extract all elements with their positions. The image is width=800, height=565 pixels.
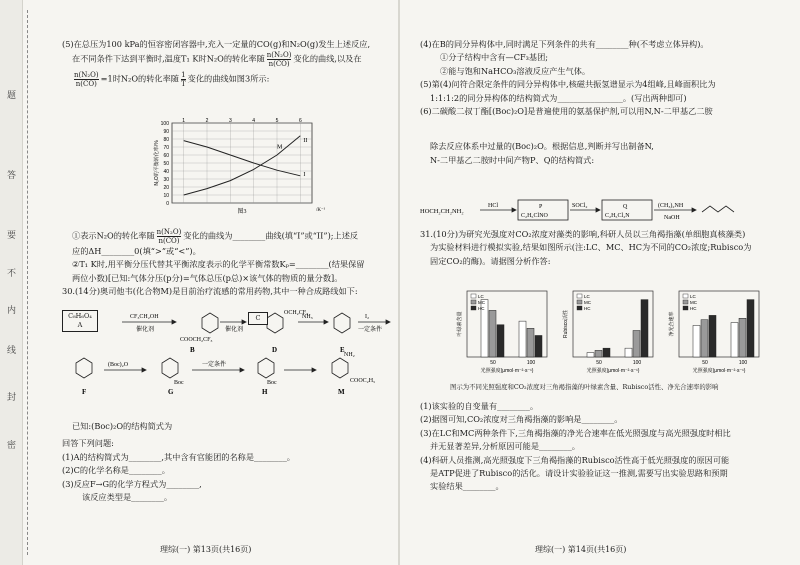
x-tick-label: 100 [526,360,536,366]
y-tick-label: 40 [163,169,169,175]
legend-label: HC [478,306,485,311]
cond-2: 催化剂 [225,327,244,333]
margin-char: 答 [5,170,15,179]
x-axis-unit: /K⁻¹ [316,208,326,213]
q5r-line2: 1:1:1:2的同分异构体的结构简式为________________。(写出两种即可) [430,92,687,103]
boc-h: Boc [267,380,277,386]
bar-HC-50 [603,348,610,357]
series-label: II [303,137,308,144]
bar-MC-50 [489,310,496,357]
figure-label: 图3 [237,209,247,215]
q30-part2: (2)C的化学名称是________。 [62,465,170,476]
p-formula: C₂H₅ClNO [521,213,548,219]
legend-swatch [471,306,476,310]
q5-part1b: 应的ΔH________0(填“>”或“<”)。 [72,246,201,256]
label-f: F [82,388,87,396]
x-tick-label: 6 [298,118,302,124]
q31-part4b: 是ATP促进了Rubisco的活化。请设计实验验证这一推测,需要写出实验思路和预期 [430,468,728,479]
reagent-socl2: SOCl₂ [572,203,588,209]
legend-swatch [471,294,476,298]
label-h: H [262,388,268,396]
bar-HC-100 [641,300,648,357]
left-column [62,38,388,88]
legend-label: MC [478,300,485,305]
cond-6: 一定条件 [202,362,227,368]
q31-intro [420,228,780,268]
panel-ylabel: 净光合速率 [669,311,675,337]
reagent-hcl: HCl [488,203,499,209]
series-line-II [184,136,301,195]
q31-line2: 为实验材料进行模拟实验,结果如图所示(注:LC、MC、HC为不同的CO₂浓度;Rubisco为 [430,242,752,253]
bar-MC-50 [595,350,602,357]
q5-line3: $\frac{\text{n(N₂O)}}{n(CO)}$ =1时N₂O的转化率随 $\frac{1}{T}$ 变化的曲线如图3所示: [74,71,270,89]
x-tick-label: 5 [275,118,279,124]
reagent-4: I₂ [365,314,370,320]
q30-part3b: 该反应类型是________。 [82,492,173,503]
label-p: P [539,204,543,210]
legend-label: MC [690,300,697,305]
reagent-5: (Boc)₂O [108,362,129,368]
bar-HC-100 [535,335,542,357]
bar-LC-100 [731,323,738,357]
y-tick-label: 100 [160,121,169,127]
margin-char: 内 [5,305,15,314]
legend-label: LC [478,294,484,299]
q31-part4c: 实验结果________。 [430,481,504,492]
start-material: HOCH₂CH₂NH₂ [420,208,464,215]
legend-swatch [471,300,476,304]
y-tick-label: 80 [163,137,169,143]
q31-line1: 31.(10分)为研究光强度对CO₂浓度对藻类的影响,科研人员以三角褐指藻(单细胞真核藻类) [420,229,746,239]
footer-right: 理综(一) 第14页(共16页) [535,545,627,554]
reagent-1: CF₃CH₂OH [130,314,159,320]
m-group1: NH₂ [344,352,355,358]
chart-caption: 图示为不同光照强度和CO₂浓度对三角褐指藻的叶绿素含量、Rubisco活性、净光合速率的影响 [450,383,719,391]
m-group2: COOC₂H₅ [350,378,376,384]
x-tick-label: 50 [596,360,602,366]
cond-1: 催化剂 [136,327,155,333]
y-tick-label: 20 [163,185,169,191]
margin-char: 封 [5,392,15,401]
bar-LC-50 [587,353,594,357]
binding-margin [0,0,23,565]
x-tick-label: 50 [490,360,496,366]
margin-char: 不 [5,268,15,277]
figure-3 [150,115,335,215]
bar-LC-100 [519,321,526,357]
bar-HC-50 [709,315,716,357]
panel-xlabel: 光照强度(μmol·m⁻²·s⁻¹) [692,368,746,374]
b-formula: COOCH₂CF₃ [180,337,213,343]
q5-part2: ②T₁ K时,用平衡分压代替其平衡浓度表示的化学平衡常数Kₚ=________(结果保留 [72,259,365,270]
reagent-amine: (CH₃)₂NH [658,203,684,209]
x-tick-label: 3 [228,118,232,124]
q31-part3b: 并无显著差异,分析原因可能是________。 [430,441,580,452]
q5-line1: (5)在总压为100 kPa的恒容密闭容器中,充入一定量的CO(g)和N₂O(g)发生上述反应, [62,39,371,49]
margin-char: 要 [5,230,15,239]
y-axis-label: N₂O的平衡转化率/% [154,140,160,186]
point-m-label: M [277,144,283,151]
q30-title: 30.(14分)奥司他韦(化合物M)是目前治疗流感的常用药物,其中一种合成路线如下: [62,286,358,297]
synthesis-route [420,198,785,224]
right-column [420,38,780,167]
legend-label: MC [584,300,591,305]
panel-ylabel: Rubisco活性 [563,309,569,339]
cond-4: 一定条件 [358,327,383,333]
q30-part3: (3)反应F→G的化学方程式为________, [62,478,202,489]
legend-swatch [683,300,688,304]
compound-a-box: C₈H₆O₄ A [62,310,98,332]
q31-line3: 固定CO₂的酶)。请据图分析作答: [430,255,551,266]
x-tick-label: 100 [738,360,748,366]
q6-line2: 除去反应体系中过量的(Boc)₂O。根据信息,判断并写出制备N, [430,141,654,152]
page-fold [398,0,400,565]
legend-swatch [683,306,688,310]
q6-line3: N-二甲基乙二胺时中间产物P、Q的结构简式: [430,154,595,165]
legend-label: HC [584,306,591,311]
route-graphic [420,198,785,224]
bar-MC-100 [633,331,640,357]
bar-HC-100 [747,300,754,357]
d-group: OCH₂CF₃ [284,310,309,316]
label-q: Q [623,204,628,210]
bar-MC-100 [527,328,534,357]
bar-MC-100 [739,318,746,357]
reagent-3: NH₃ [302,314,313,320]
q31-part2: (2)据图可知,CO₂浓度对三角褐指藻的影响是________。 [420,414,623,425]
q4-line: (4)在B的同分异构体中,同时满足下列条件的共有________种(不考虑立体异构)。 [420,39,709,49]
q5r-line1: (5)第(4)问符合限定条件的同分异构体中,核磁共振氢谱显示为4组峰,且峰面积比为 [420,79,716,90]
q-formula: C₂H₅Cl₂N [605,213,630,219]
margin-char: 线 [5,345,15,354]
bar-LC-50 [693,325,700,357]
legend-label: LC [690,294,696,299]
label-d: D [272,346,278,354]
label-m: M [338,388,345,396]
q31-part4: (4)科研人员推测,高光照强度下三角褐指藻的Rubisco活性高于低光照强度的原因可能 [420,454,730,465]
x-tick-label: 4 [252,118,256,124]
series-line-I [184,141,301,176]
label-g: G [168,388,174,396]
panel-xlabel: 光照强度(μmol·m⁻²·s⁻¹) [480,368,534,374]
legend-swatch [577,294,582,298]
y-tick-label: 30 [163,177,169,183]
series-label: I [303,171,306,178]
y-tick-label: 70 [163,145,169,151]
q30-questions [62,420,388,504]
panel-ylabel: 叶绿素含量 [457,311,463,337]
bar-chart-group [455,283,775,383]
q4-cond1: ①分子结构中含有—CF₃基团; [440,52,549,63]
boc-note: 已知:(Boc)₂O的结构简式为 [72,421,173,431]
footer-left: 理综(一) 第13页(共16页) [160,545,252,554]
panel-xlabel: 光照强度(μmol·m⁻²·s⁻¹) [586,368,640,374]
bar-MC-50 [701,320,708,357]
q31-questions [420,400,780,494]
legend-label: HC [690,306,697,311]
label-e: E [340,346,345,354]
q31-part3: (3)在LC和MC两种条件下,三角褐指藻的净光合速率在低光照强度与高光照强度时相比 [420,427,731,438]
margin-char: 密 [5,440,15,449]
bar-charts [455,283,775,383]
reagent-naoh: NaOH [664,215,680,221]
q5-part1: ①表示N₂O的转化率随 $\frac{\text{n(N₂O)}}{n(CO)}$ 变化的曲线为________曲线(填“I”或“II”);上述反 [72,228,359,245]
bar-HC-50 [497,325,504,357]
y-tick-label: 0 [166,201,169,207]
x-tick-label: 50 [702,360,708,366]
legend-swatch [577,306,582,310]
y-tick-label: 50 [163,161,169,167]
x-tick-label: 100 [632,360,642,366]
q31-part1: (1)该实验的自变量有________。 [420,401,539,411]
answer-title: 回答下列问题: [62,438,114,449]
margin-char: 题 [5,90,15,99]
x-tick-label: 2 [205,118,209,124]
y-tick-label: 60 [163,153,169,159]
y-tick-label: 10 [163,193,169,199]
legend-swatch [683,294,688,298]
q4-cond2: ②能与饱和NaHCO₃溶液反应产生气体。 [440,65,591,76]
y-tick-label: 90 [163,129,169,135]
seal-line [27,10,28,555]
synthesis-scheme [62,308,392,418]
q30-part1: (1)A的结构简式为________,其中含有官能团的名称是________。 [62,451,295,462]
q5-line2: 在不同条件下达到平衡时,温度T₁ K时N₂O的转化率随 $\frac{\text{n(N₂O)}}{n(CO)}$ 变化的曲线,以及在 [72,51,362,69]
scheme-graphic [62,308,392,418]
label-b: B [190,346,195,354]
q5-parts [62,228,388,299]
bar-LC-100 [625,348,632,357]
q6-line1: (6)二碳酸二叔丁酯[(Boc)₂O]是普遍使用的氨基保护剂,可以用N,N-二甲基乙二胺 [420,106,713,117]
compound-c-box: C [248,312,268,325]
boc-g: Boc [174,380,184,386]
x-tick-label: 1 [182,118,186,124]
legend-swatch [577,300,582,304]
legend-label: LC [584,294,590,299]
q5-part2b: 两位小数)[已知:气体分压(p分)=气体总压(p总)×该气体的物质的量分数]。 [72,272,343,283]
line-chart [150,115,335,215]
